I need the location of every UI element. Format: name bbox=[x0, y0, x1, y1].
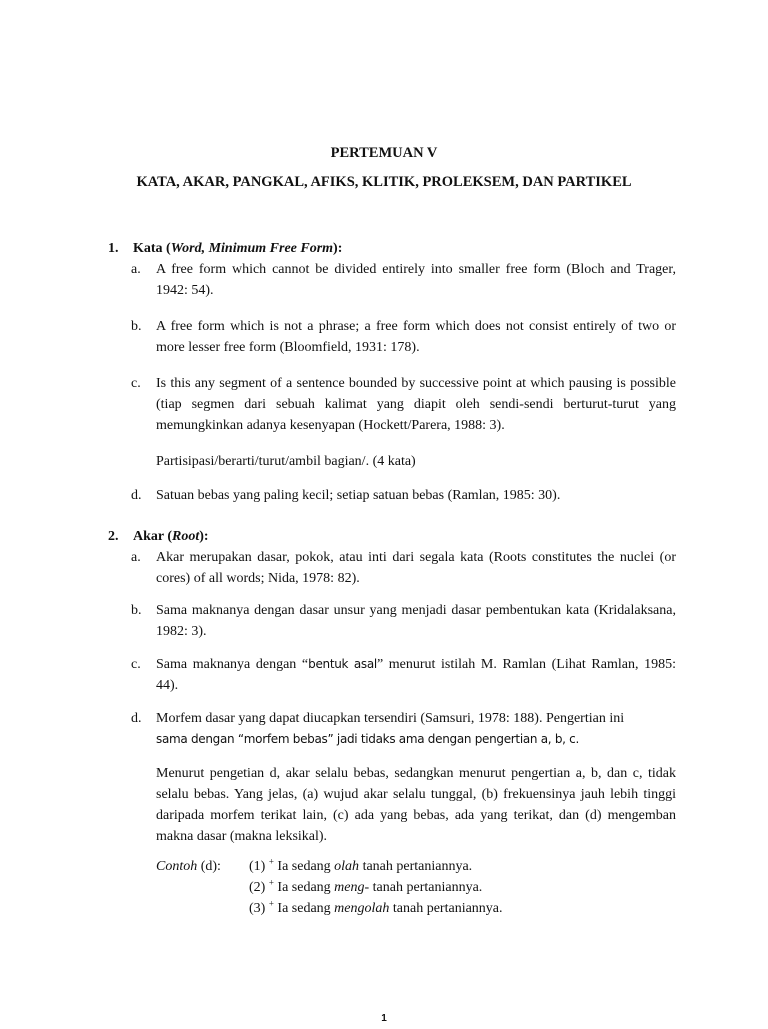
section-heading-akar bbox=[108, 526, 209, 547]
list-item bbox=[131, 485, 676, 506]
example-row bbox=[249, 898, 503, 919]
example-italic: meng- bbox=[334, 880, 370, 895]
example-text: tanah pertaniannya. bbox=[369, 880, 483, 895]
item-text bbox=[156, 654, 676, 696]
item-letter: d. bbox=[131, 488, 142, 503]
list-item bbox=[131, 259, 676, 301]
example-italic: mengolah bbox=[334, 901, 390, 916]
section-heading-end: ): bbox=[333, 241, 343, 256]
section-heading-end: ): bbox=[199, 529, 209, 544]
example-text: Ia sedang bbox=[273, 880, 335, 895]
list-item bbox=[131, 654, 676, 696]
section-heading-italic: Root bbox=[172, 529, 200, 544]
example-note: Partisipasi/berarti/turut/ambil bagian/. (4 kata) bbox=[156, 454, 416, 469]
list-item bbox=[131, 600, 676, 642]
example-mark: + bbox=[268, 898, 274, 909]
example-text: tanah pertaniannya. bbox=[359, 859, 473, 874]
item-letter: d. bbox=[131, 711, 142, 726]
explanation-paragraph: Menurut pengetian d, akar selalu bebas, sedangkan menurut pengertian a, b, dan c, tidak selalu bebas. Yang jelas, (a) wujud akar selalu tunggal, (b) frekuensinya jauh lebih tinggi daripada morfem terikat lain, (c) ada yang bebas, ada yang terikat, dan (d) mengemban makna dasar (makna leksikal). bbox=[156, 766, 676, 844]
item-text: A free form which cannot be divided entirely into smaller free form (Bloch and Trager, 1942: 54). bbox=[156, 262, 676, 298]
item-text-part: ” menurut istilah M. Ramlan (Lihat Ramlan, 1985: 44). bbox=[156, 657, 676, 693]
item-text: Akar merupakan dasar, pokok, atau inti dari segala kata (Roots constitutes the nuclei (or cores) of all words; Nida, 1978: 82). bbox=[156, 550, 676, 586]
item-text-sans: bentuk asal bbox=[308, 657, 377, 671]
item-letter: b. bbox=[131, 319, 142, 334]
item-letter: c. bbox=[131, 376, 141, 391]
example-num: (3) bbox=[249, 901, 266, 916]
item-text-line: Morfem dasar yang dapat diucapkan tersendiri (Samsuri, 1978: 188). Pengertian ini bbox=[156, 711, 625, 726]
page-title: PERTEMUAN V bbox=[330, 145, 438, 161]
item-text-part: Sama maknanya dengan “ bbox=[156, 657, 309, 672]
page-number: 1 bbox=[381, 1013, 387, 1024]
list-item bbox=[131, 316, 676, 358]
item-text: A free form which is not a phrase; a free form which does not consist entirely of two or more lesser free form (Bloomfield, 1931: 178). bbox=[156, 319, 676, 355]
example-row bbox=[249, 856, 472, 877]
page-subtitle: KATA, AKAR, PANGKAL, AFIKS, KLITIK, PROLEKSEM, DAN PARTIKEL bbox=[136, 174, 632, 190]
example-text: tanah pertaniannya. bbox=[389, 901, 503, 916]
example-row bbox=[249, 877, 482, 898]
section-heading-kata bbox=[108, 238, 342, 259]
item-text: Satuan bebas yang paling kecil; setiap satuan bebas (Ramlan, 1985: 30). bbox=[156, 488, 561, 503]
section-number: 1. bbox=[108, 241, 119, 256]
item-text bbox=[156, 708, 676, 750]
item-letter: b. bbox=[131, 603, 142, 618]
list-item bbox=[131, 547, 676, 589]
section-heading-italic: Word, Minimum Free Form bbox=[170, 241, 334, 256]
item-text-line-sans: sama dengan “morfem bebas” jadi tidaks ama dengan pengertian a, b, c. bbox=[156, 732, 579, 746]
section-heading-word: Akar ( bbox=[133, 529, 173, 544]
section-heading-word: Kata ( bbox=[133, 241, 171, 256]
item-letter: a. bbox=[131, 262, 141, 277]
item-letter: a. bbox=[131, 550, 141, 565]
example-label-rest: (d): bbox=[197, 859, 221, 874]
list-item bbox=[131, 708, 676, 750]
example-text: Ia sedang bbox=[273, 859, 335, 874]
example-text: Ia sedang bbox=[273, 901, 335, 916]
example-mark: + bbox=[268, 877, 274, 888]
item-letter: c. bbox=[131, 657, 141, 672]
example-italic: olah bbox=[334, 859, 360, 874]
list-item bbox=[131, 373, 676, 436]
example-mark: + bbox=[268, 856, 274, 867]
example-num: (1) bbox=[249, 859, 266, 874]
section-number: 2. bbox=[108, 529, 119, 544]
example-label bbox=[156, 856, 221, 877]
item-text: Sama maknanya dengan dasar unsur yang menjadi dasar pembentukan kata (Kridalaksana, 1982: 3). bbox=[156, 603, 676, 639]
item-text: Is this any segment of a sentence bounded by successive point at which pausing is possible (tiap segmen dari sebuah kalimat yang diapit oleh sendi-sendi berturut-turut yang memungkinkan adanya kesenyapan (Hockett/Parera, 1988: 3). bbox=[156, 376, 676, 433]
example-num: (2) bbox=[249, 880, 266, 895]
example-label-italic: Contoh bbox=[156, 859, 198, 874]
